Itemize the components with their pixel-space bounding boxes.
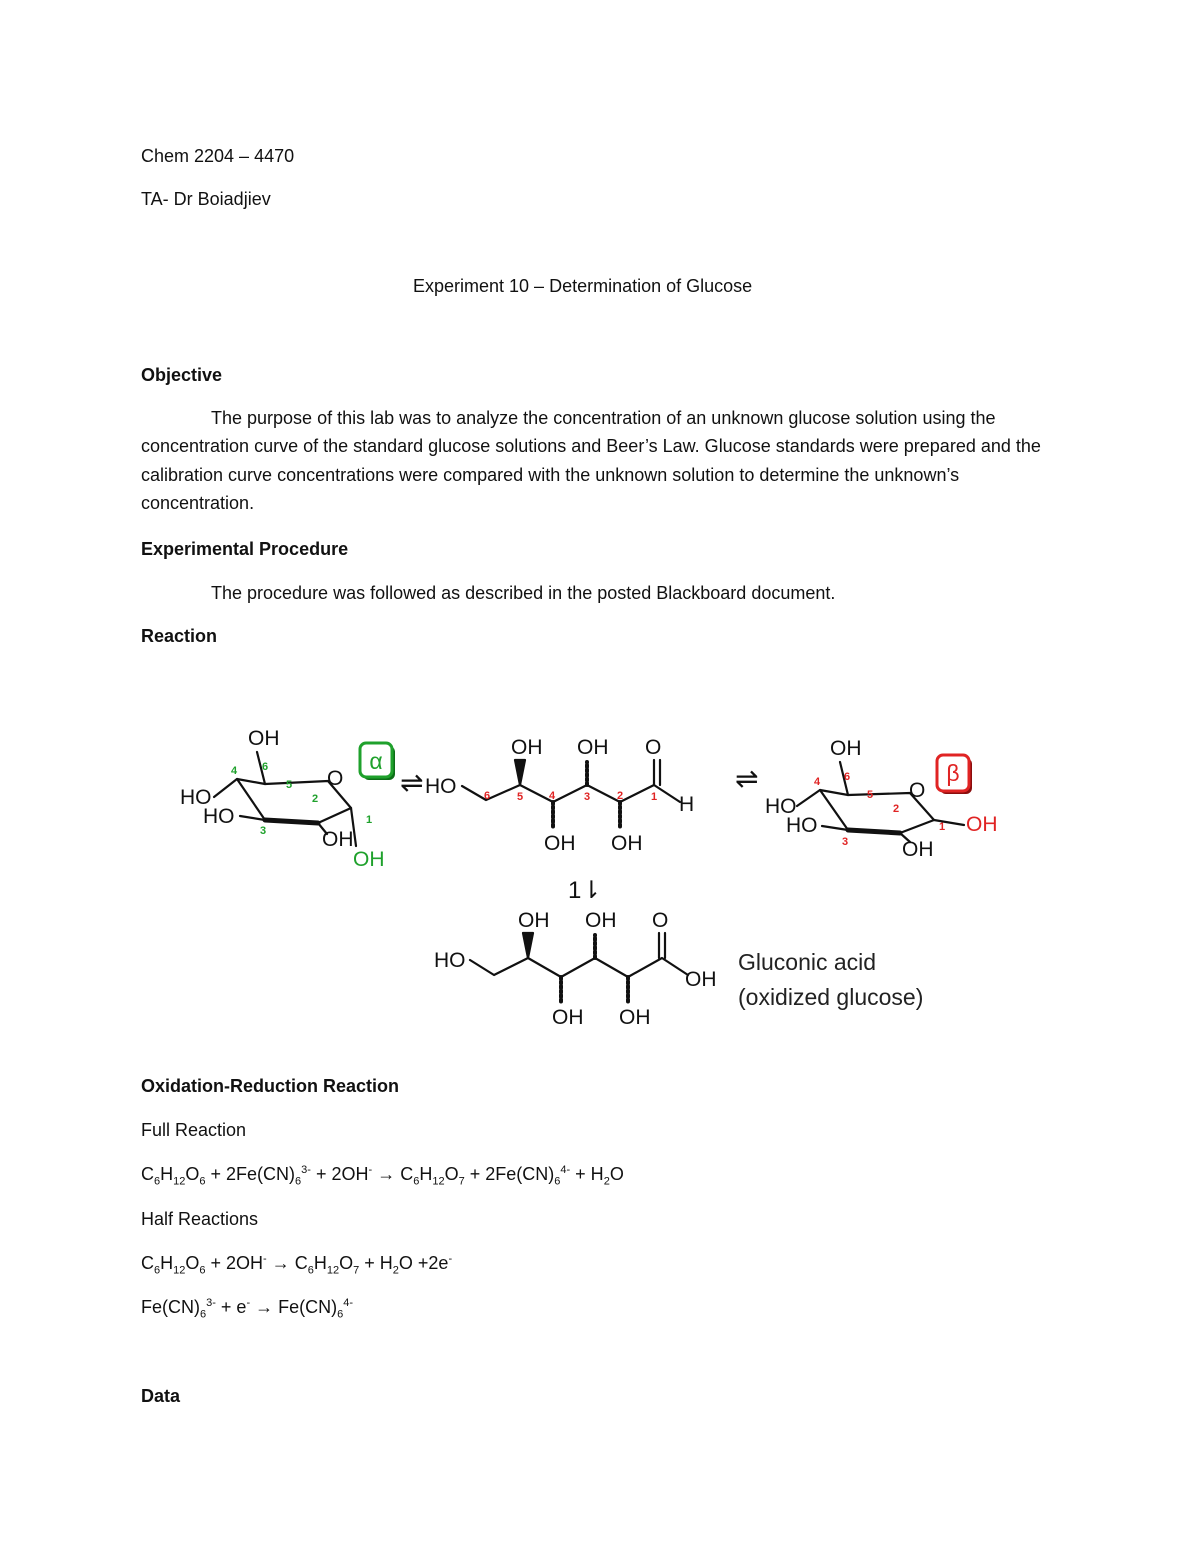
procedure-text: The procedure was followed as described in the posted Blackboard document. [211, 583, 836, 603]
eq-arrow: → [377, 1164, 401, 1184]
alpha-c3-bond [240, 816, 265, 820]
half-reactions-label: Half Reactions [141, 1209, 259, 1229]
full-reaction-equation [141, 1164, 624, 1188]
open-chain-o: O [645, 736, 662, 759]
beta-oh-c1: OH [966, 813, 998, 836]
reaction-heading: Reaction [141, 626, 218, 646]
alpha-num-5: 5 [286, 779, 293, 791]
alpha-num-6: 6 [262, 761, 269, 773]
alpha-c4-bond [214, 779, 237, 797]
beta-oh-c2: OH [902, 838, 934, 861]
beta-num-2: 2 [893, 803, 900, 815]
alpha-oh-c2: OH [322, 828, 354, 851]
open-chain-oh-c3: OH [577, 736, 609, 759]
alpha-num-1: 1 [366, 814, 373, 826]
equilibrium-arrow-right: ⇌ [735, 763, 759, 794]
beta-num-3: 3 [842, 836, 849, 848]
data-heading: Data [141, 1386, 181, 1406]
gluconic-o: O [652, 909, 669, 932]
objective-heading: Objective [141, 365, 223, 385]
open-chain-oh-c2: OH [611, 832, 643, 855]
eq-part: $C_6H_{12}O_6$ [141, 1164, 206, 1188]
ta-line: TA- Dr Boiadjiev [141, 189, 271, 209]
beta-c4-bond [797, 790, 820, 806]
eq-part: O [609, 1164, 624, 1184]
open-num-2: 2 [617, 790, 624, 802]
eq-sub: 6 [554, 1175, 561, 1188]
gluconic-oh-acid: OH [685, 968, 717, 991]
wedge-c5 [515, 760, 525, 785]
eq-part: $Fe(CN)_6^{3-} + e^- \to Fe(CN)_6^{4-}$ [141, 1297, 354, 1321]
beta-num-5: 5 [867, 789, 874, 801]
eq-part: + H [575, 1164, 604, 1184]
gluconic-ho: HO [434, 949, 466, 972]
beta-num-6: 6 [844, 771, 851, 783]
beta-ring-o: O [909, 779, 926, 802]
alpha-num-2: 2 [312, 793, 319, 805]
open-chain-h: H [679, 793, 695, 816]
alpha-ring-bold-edge [265, 820, 318, 823]
open-chain-ho: HO [425, 775, 457, 798]
alpha-badge [360, 743, 395, 780]
beta-c3-bond [822, 826, 848, 830]
half-reaction-oxidation [141, 1253, 453, 1277]
course-line: Chem 2204 – 4470 [141, 146, 295, 166]
alpha-symbol: α [369, 748, 383, 774]
procedure-heading: Experimental Procedure [141, 539, 349, 559]
redox-heading: Oxidation-Reduction Reaction [141, 1076, 400, 1096]
open-chain-oh-c5: OH [511, 736, 543, 759]
alpha-num-3: 3 [260, 825, 267, 837]
open-chain-oh-c4: OH [544, 832, 576, 855]
eq-part: + 2Fe(CN) [210, 1164, 296, 1184]
half-reaction-reduction [141, 1297, 354, 1321]
eq-sup: - [368, 1164, 373, 1176]
alpha-num-4: 4 [231, 765, 238, 777]
equilibrium-arrow-down: 1⇂ [568, 877, 602, 904]
beta-num-4: 4 [814, 776, 821, 788]
beta-ho-c3: HO [786, 814, 818, 837]
eq-part: + 2Fe(CN) [469, 1164, 555, 1184]
open-num-5: 5 [517, 791, 524, 803]
beta-symbol: β [946, 760, 960, 786]
open-num-1: 1 [651, 791, 658, 803]
objective-text: The purpose of this lab was to analyze the concentration of an unknown glucose solution using the concentration curve of the standard glucose solutions and Beer’s Law. Glucose standards were prepared and the calibration curve concentrations were compared with the unknown solution to determine the unknown’s concentration. [141, 408, 1041, 513]
gluconic-oh-down-b: OH [619, 1006, 651, 1029]
gluconic-wedge [523, 933, 533, 958]
beta-badge [937, 755, 972, 794]
gluconic-oh-down-a: OH [552, 1006, 584, 1029]
gluconic-oh-up-a: OH [518, 909, 550, 932]
alpha-ring-o: O [327, 767, 344, 790]
alpha-oh-c6: OH [248, 727, 280, 750]
eq-sup: 3- [301, 1164, 311, 1176]
beta-ho-c4: HO [765, 795, 797, 818]
eq-part: $C_6H_{12}O_6 + 2OH^- \to C_6H_{12}O_7 + H_2O +2e^-$ [141, 1253, 453, 1277]
gluconic-caption-line1: Gluconic acid [738, 949, 877, 975]
eq-sup: 4- [560, 1164, 571, 1176]
document-title: Experiment 10 – Determination of Glucose [413, 276, 753, 296]
open-num-4: 4 [549, 790, 556, 802]
gluconic-backbone [470, 958, 688, 977]
eq-sub: 6 [295, 1175, 302, 1188]
beta-oh-c6: OH [830, 737, 862, 760]
open-num-6: 6 [484, 790, 491, 802]
beta-num-1: 1 [939, 821, 946, 833]
alpha-oh-c1: OH [353, 848, 385, 871]
gluconic-caption-line2: (oxidized glucose) [738, 984, 924, 1010]
alpha-ho-c3: HO [203, 805, 235, 828]
eq-sub: 2 [603, 1175, 610, 1188]
open-num-3: 3 [584, 791, 591, 803]
beta-ring-bold-edge [848, 830, 900, 833]
gluconic-oh-up-b: OH [585, 909, 617, 932]
equilibrium-arrow-left: ⇌ [400, 767, 424, 798]
full-reaction-label: Full Reaction [141, 1120, 247, 1140]
alpha-ho-c4: HO [180, 786, 212, 809]
eq-part: $C_6H_{12}O_7$ [400, 1164, 465, 1188]
open-chain-backbone [462, 785, 680, 802]
eq-part: + 2OH [315, 1164, 369, 1184]
